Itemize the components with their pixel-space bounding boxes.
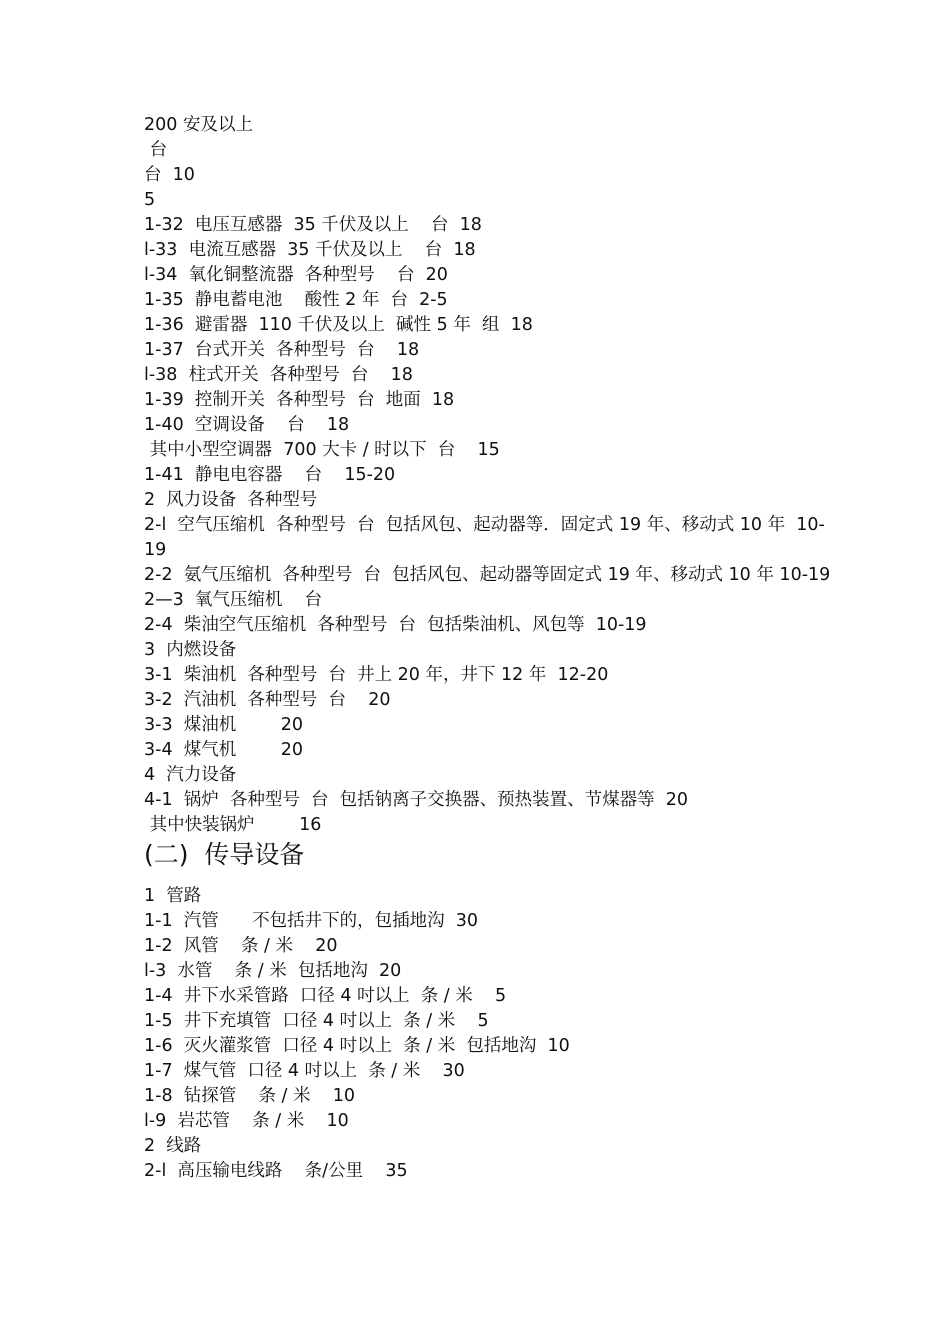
text-line: 2-2 氨气压缩机 各种型号 台 包括风包、起动器等固定式 19 年、移动式 10 年 10-19 — [144, 565, 831, 585]
text-line: l-3 水管 条 / 米 包括地沟 20 — [144, 961, 402, 981]
text-line: 1-37 台式开关 各种型号 台 18 — [144, 340, 420, 360]
text-line: 1-2 风管 条 / 米 20 — [144, 936, 338, 956]
text-line: 3 内燃设备 — [144, 640, 237, 660]
text-line: 1-6 灭火灌浆管 口径 4 吋以上 条 / 米 包括地沟 10 — [144, 1036, 570, 1056]
text-line: 2 风力设备 各种型号 — [144, 490, 318, 510]
text-line: 1-32 电压互感器 35 千伏及以上 台 18 — [144, 215, 482, 235]
text-line: 台 — [144, 140, 168, 160]
text-line: 1-36 避雷器 110 千伏及以上 碱性 5 年 组 18 — [144, 315, 533, 335]
text-line: 1-8 钻探管 条 / 米 10 — [144, 1086, 355, 1106]
text-line: 1 管路 — [144, 886, 202, 906]
text-line: 4-1 锅炉 各种型号 台 包括钠离子交换器、预热装置、节煤器等 20 — [144, 790, 688, 810]
text-line: 2-l 空气压缩机 各种型号 台 包括风包、起动器等．固定式 19 年、移动式 10 年 10-19 — [144, 515, 825, 560]
text-line: 2 线路 — [144, 1136, 202, 1156]
text-line: 1-1 汽管 不包括井下的，包插地沟 30 — [144, 911, 478, 931]
text-line: 1-41 静电电容器 台 15-20 — [144, 465, 396, 485]
text-line: 3-4 煤气机 20 — [144, 740, 303, 760]
text-line: 其中小型空调器 700 大卡 / 时以下 台 15 — [144, 440, 500, 460]
equipment-list-part2 — [144, 884, 834, 1184]
document-page — [144, 113, 834, 1184]
text-line: 2-l 高压输电线路 条/公里 35 — [144, 1161, 408, 1181]
section-heading: (二) 传导设备 — [144, 840, 305, 869]
equipment-list-part1 — [144, 113, 834, 838]
text-line: 1-40 空调设备 台 18 — [144, 415, 350, 435]
text-line: 1-39 控制开关 各种型号 台 地面 18 — [144, 390, 455, 410]
text-line: 3-1 柴油机 各种型号 台 井上 20 年，井下 12 年 12-20 — [144, 665, 609, 685]
text-line: l-38 柱式开关 各种型号 台 18 — [144, 365, 413, 385]
text-line: 1-5 井下充填管 口径 4 吋以上 条 / 米 5 — [144, 1011, 489, 1031]
text-line: l-34 氧化铜整流器 各种型号 台 20 — [144, 265, 448, 285]
text-line: 3-2 汽油机 各种型号 台 20 — [144, 690, 391, 710]
text-line: 2-4 柴油空气压缩机 各种型号 台 包括柴油机、风包等 10-19 — [144, 615, 647, 635]
text-line: 4 汽力设备 — [144, 765, 237, 785]
text-line: 1-4 井下水采管路 口径 4 吋以上 条 / 米 5 — [144, 986, 507, 1006]
text-line: 2—3 氧气压缩机 台 — [144, 590, 323, 610]
text-line: 1-7 煤气管 口径 4 吋以上 条 / 米 30 — [144, 1061, 465, 1081]
text-line: 5 — [144, 190, 156, 210]
text-line: l-33 电流互感器 35 千伏及以上 台 18 — [144, 240, 476, 260]
text-line: 1-35 静电蓄电池 酸性 2 年 台 2-5 — [144, 290, 448, 310]
text-line: 3-3 煤油机 20 — [144, 715, 303, 735]
text-line: 台 10 — [144, 165, 195, 185]
text-line: 其中快装锅炉 16 — [144, 815, 322, 835]
text-line: 200 安及以上 — [144, 115, 253, 135]
text-line: l-9 岩芯管 条 / 米 10 — [144, 1111, 349, 1131]
